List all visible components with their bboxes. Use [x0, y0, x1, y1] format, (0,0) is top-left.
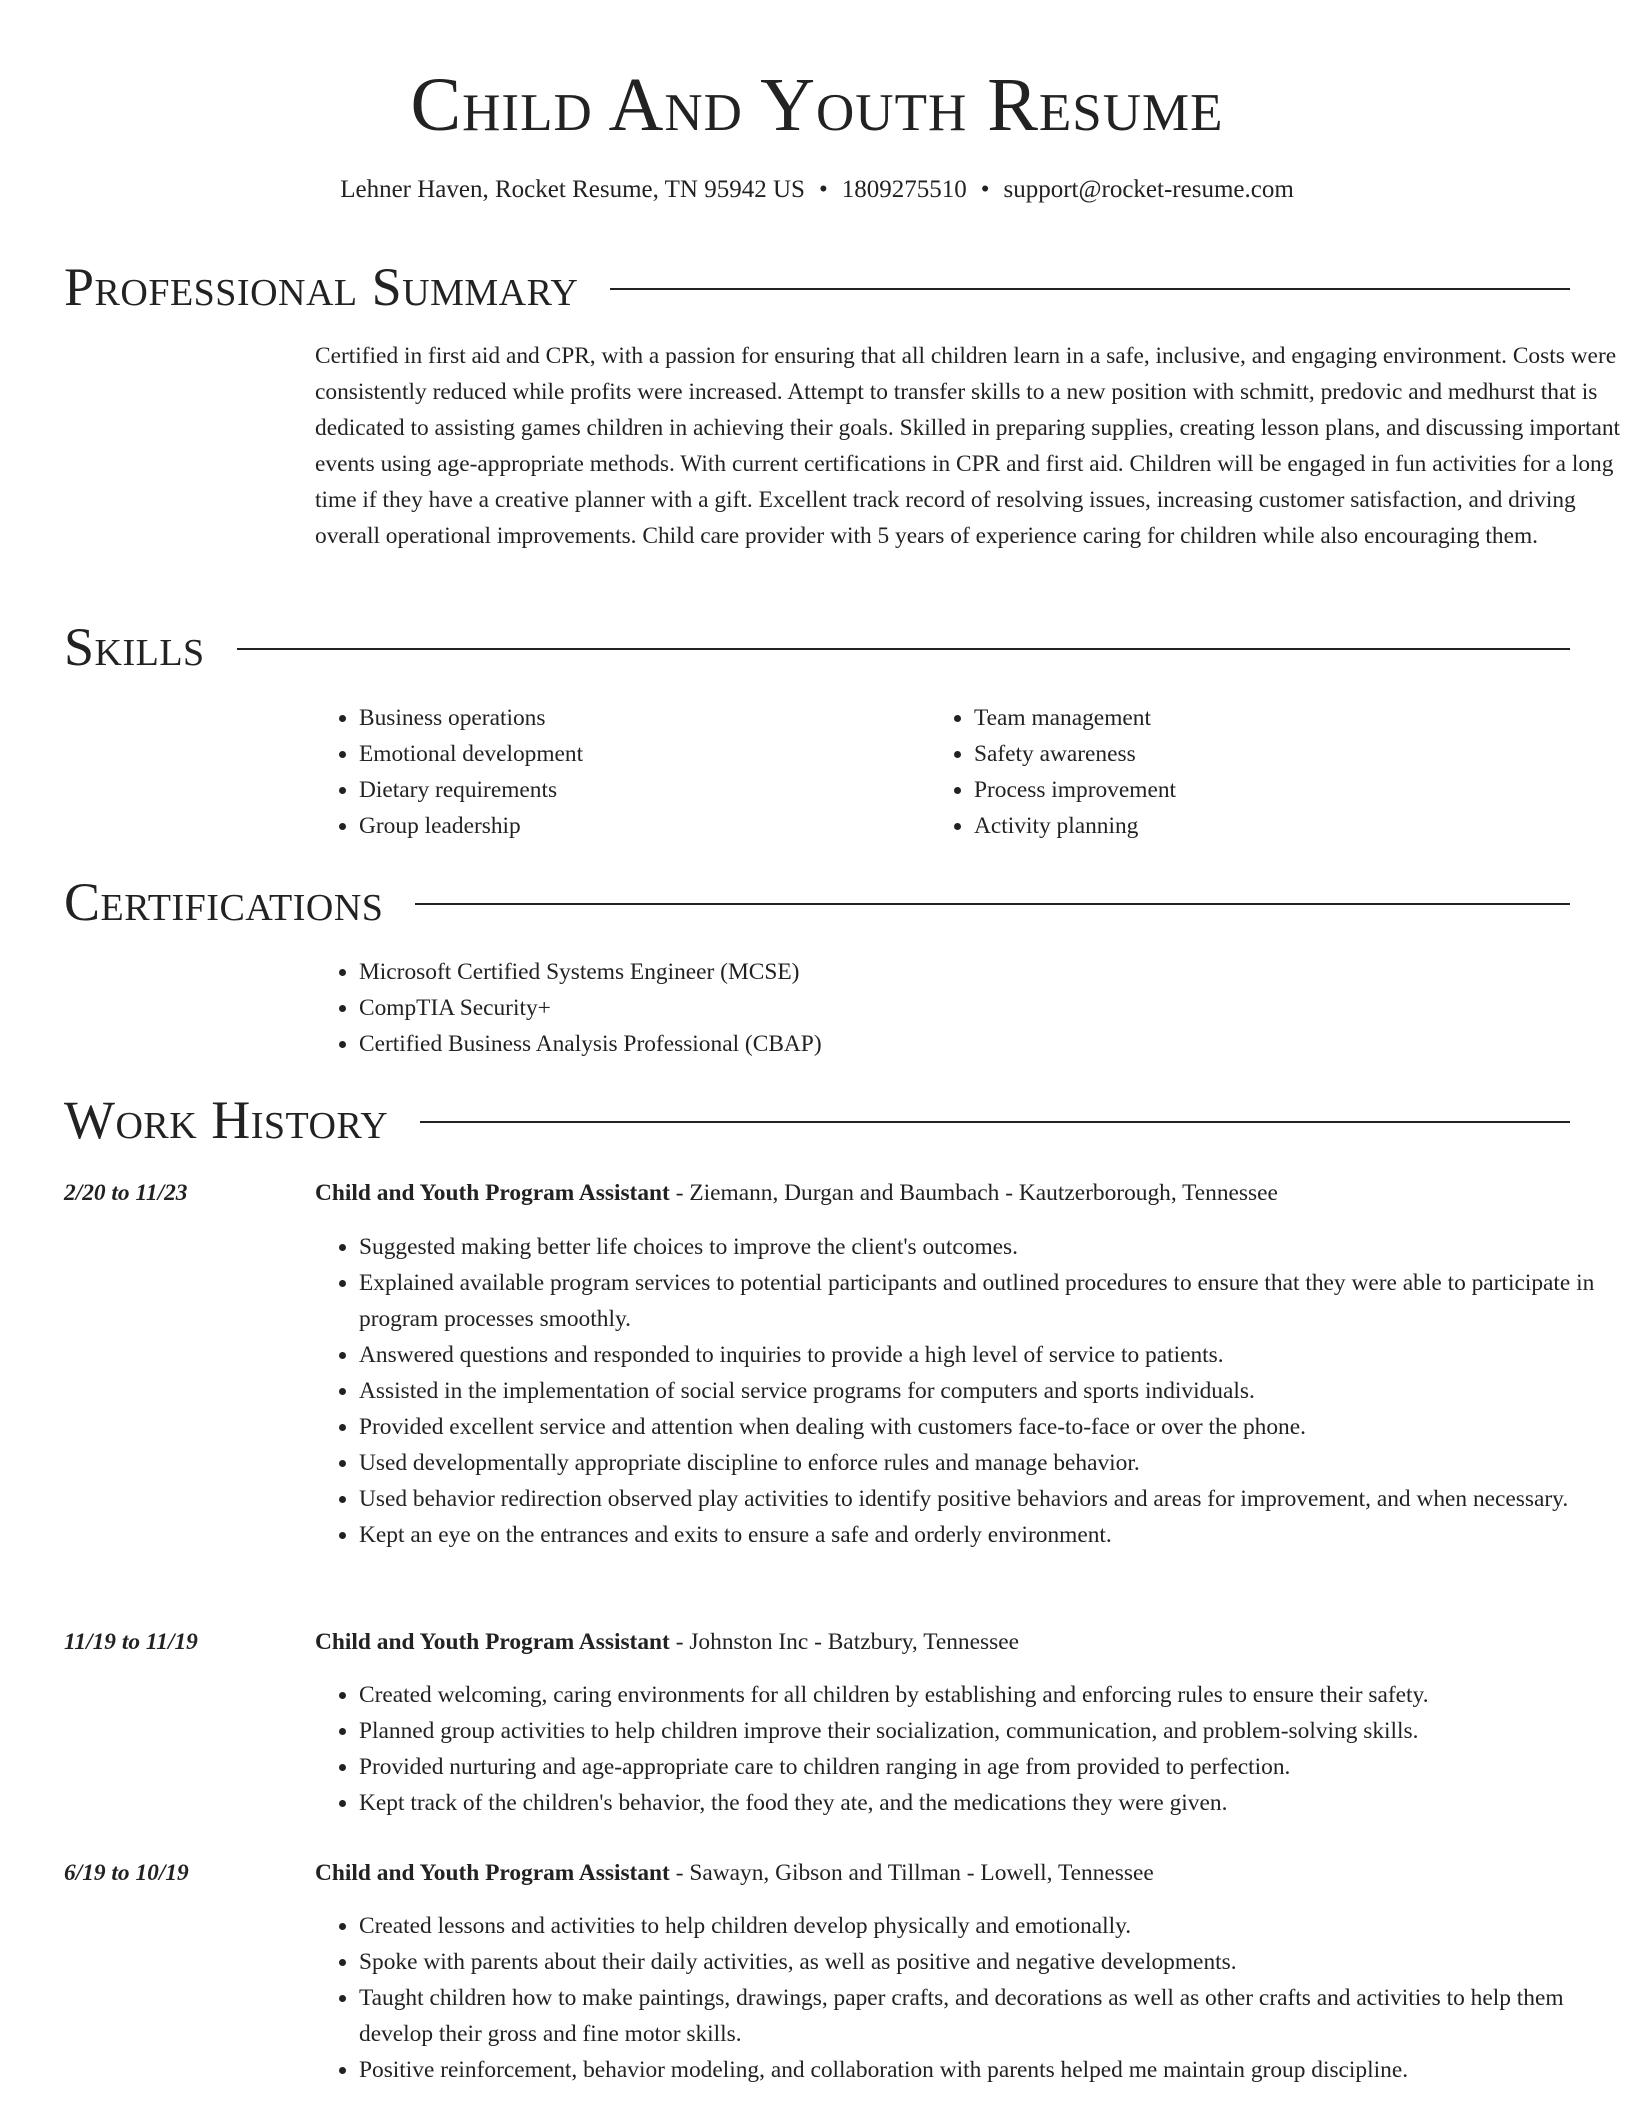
skill-item: • Team management: [974, 700, 1176, 736]
job-title-line: [315, 1175, 1278, 1211]
certifications-section-header: [64, 870, 1570, 934]
section-divider: [610, 288, 1570, 290]
job-responsibilities: [315, 1229, 1609, 1553]
job-bullet: • Kept track of the children's behavior, the food they ate, and the medications they were given.: [359, 1785, 1609, 1821]
job-bullet: • Planned group activities to help children improve their socialization, communication, and problem-solving skills.: [359, 1713, 1609, 1749]
job-role: Child and Youth Program Assistant: [315, 1860, 670, 1886]
section-divider: [237, 648, 1570, 650]
summary-section-header: [64, 255, 1570, 319]
contact-separator: •: [980, 176, 990, 203]
summary-text: Certified in first aid and CPR, with a passion for ensuring that all children learn in a safe, inclusive, and engaging environment. Costs were consistently reduced while profits were increased. Attempt to transfer skills to a new position with schmitt, predovic and medhurst that is dedicated to assisting games children in achieving their goals. Skilled in preparing supplies, creating lesson plans, and discussing important events using age-appropriate methods. With current certifications in CPR and first aid. Children will be engaged in fun activities for a long time if they have a creative planner with a gift. Excellent track record of resolving issues, increasing customer satisfaction, and driving overall operational improvements. Child care provider with 5 years of experience caring for children while also encouraging them.: [315, 343, 1621, 549]
job-bullet: • Answered questions and responded to inquiries to provide a high level of service to patients.: [359, 1337, 1609, 1373]
job-bullet: • Created lessons and activities to help children develop physically and emotionally.: [359, 1908, 1609, 1944]
job-bullet: • Spoke with parents about their daily activities, as well as positive and negative developments.: [359, 1944, 1609, 1980]
job-employer: - Ziemann, Durgan and Baumbach - Kautzerborough, Tennessee: [669, 1180, 1278, 1206]
job-role: Child and Youth Program Assistant: [315, 1180, 670, 1206]
skill-item: • Process improvement: [974, 772, 1176, 808]
job-responsibilities: [315, 1677, 1609, 1821]
skill-item: • Business operations: [359, 700, 583, 736]
job-title-line: [315, 1855, 1154, 1891]
skill-item: • Dietary requirements: [359, 772, 583, 808]
job-bullet: • Kept an eye on the entrances and exits to ensure a safe and orderly environment.: [359, 1517, 1609, 1553]
job-dates: 11/19 to 11/19: [64, 1629, 198, 1655]
job-bullet: • Provided excellent service and attention when dealing with customers face-to-face or over the phone.: [359, 1409, 1609, 1445]
job-title-line: [315, 1624, 1019, 1660]
certification-item: • Certified Business Analysis Professional (CBAP): [359, 1026, 822, 1062]
resume-title: Child And Youth Resume: [410, 63, 1224, 147]
job-responsibilities: [315, 1908, 1609, 2088]
certifications-list: [315, 954, 822, 1062]
skills-section-header: [64, 615, 1570, 679]
job-bullet: • Used developmentally appropriate discipline to enforce rules and manage behavior.: [359, 1445, 1609, 1481]
certification-item: • Microsoft Certified Systems Engineer (MCSE): [359, 954, 822, 990]
certification-item: • CompTIA Security+: [359, 990, 822, 1026]
skills-heading: Skills: [64, 617, 205, 677]
job-role: Child and Youth Program Assistant: [315, 1629, 670, 1655]
contact-address: Lehner Haven, Rocket Resume, TN 95942 US: [340, 176, 805, 203]
skill-item: • Safety awareness: [974, 736, 1176, 772]
job-bullet: • Assisted in the implementation of social service programs for computers and sports individuals.: [359, 1373, 1609, 1409]
work-history-section-header: [64, 1088, 1570, 1152]
skill-item: • Activity planning: [974, 808, 1176, 844]
job-bullet: • Provided nurturing and age-appropriate care to children ranging in age from provided to perfection.: [359, 1749, 1609, 1785]
skills-column-left: [315, 700, 583, 844]
section-divider: [420, 1121, 1570, 1123]
contact-phone: 1809275510: [841, 176, 967, 203]
job-bullet: • Explained available program services to potential participants and outlined procedures to ensure that they were able to participate in program processes smoothly.: [359, 1265, 1609, 1337]
contact-line: [64, 173, 1570, 207]
job-dates: 2/20 to 11/23: [64, 1180, 188, 1206]
job-bullet: • Suggested making better life choices to improve the client's outcomes.: [359, 1229, 1609, 1265]
job-employer: - Johnston Inc - Batzbury, Tennessee: [669, 1629, 1019, 1655]
job-bullet: • Created welcoming, caring environments for all children by establishing and enforcing rules to ensure their safety.: [359, 1677, 1609, 1713]
section-divider: [415, 903, 1570, 905]
job-bullet: • Taught children how to make paintings, drawings, paper crafts, and decorations as well as other crafts and activities to help them develop their gross and fine motor skills.: [359, 1980, 1609, 2052]
job-dates: 6/19 to 10/19: [64, 1860, 189, 1886]
work-history-heading: Work History: [64, 1090, 389, 1150]
skill-item: • Emotional development: [359, 736, 583, 772]
skill-item: • Group leadership: [359, 808, 583, 844]
skills-column-right: [930, 700, 1176, 844]
summary-heading: Professional Summary: [64, 257, 579, 317]
job-bullet: • Positive reinforcement, behavior modeling, and collaboration with parents helped me maintain group discipline.: [359, 2052, 1609, 2088]
job-employer: - Sawayn, Gibson and Tillman - Lowell, Tennessee: [669, 1860, 1154, 1886]
job-bullet: • Used behavior redirection observed play activities to identify positive behaviors and areas for improvement, and when necessary.: [359, 1481, 1609, 1517]
contact-email: support@rocket-resume.com: [1003, 176, 1294, 203]
certifications-heading: Certifications: [64, 872, 384, 932]
contact-separator: •: [818, 176, 828, 203]
